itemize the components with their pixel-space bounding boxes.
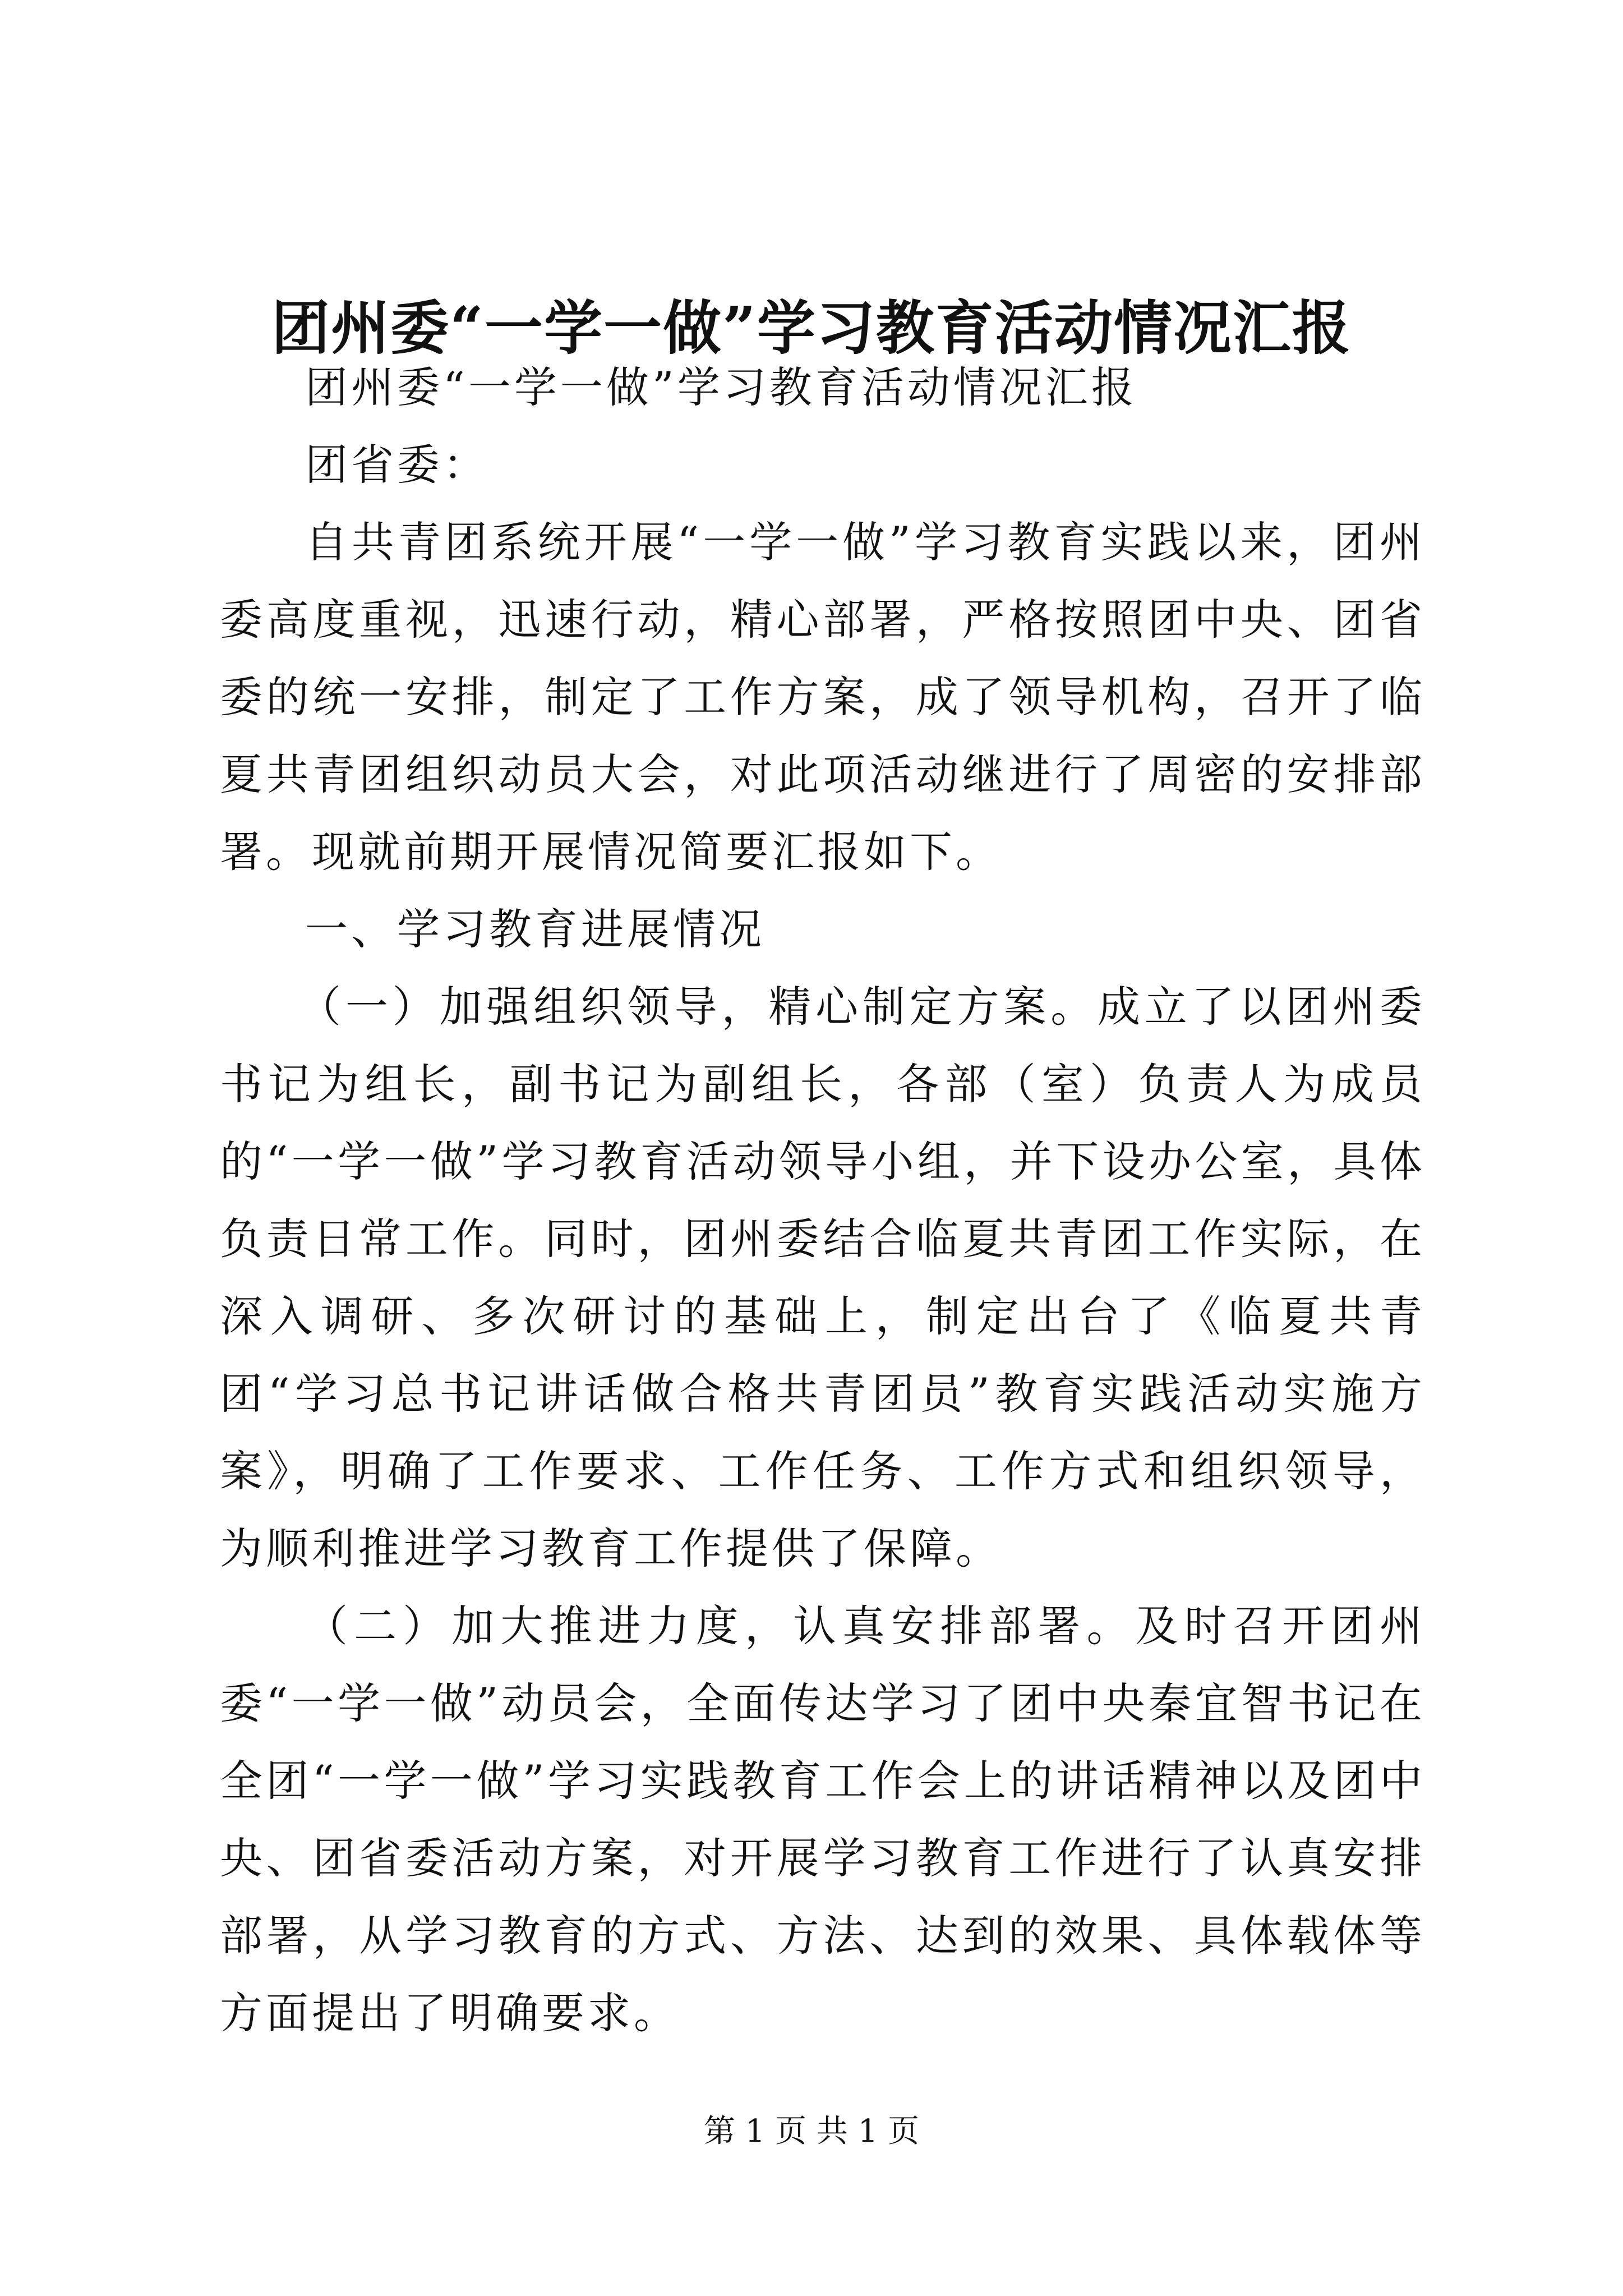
salutation: 团省委：: [305, 440, 489, 490]
intro-paragraph: 自共青团系统开展“一学一做”学习教育实践以来，团州委高度重视，迅速行动，精心部署，严格按照团中央、团省委的统一安排，制定了工作方案，成了领导机构，召开了临夏共青团组织动员大会，对此项活动继进行了周密的安排部署。现就前期开展情况简要汇报如下。: [220, 517, 1426, 877]
page-footer: 第 1 页 共 1 页: [703, 2113, 920, 2150]
subsection-paragraph-2: （二）加大推进力度，认真安排部署。及时召开团州委“一学一做”动员会，全面传达学习了团中央秦宜智书记在全团“一学一做”学习实践教育工作会上的讲话精神以及团中央、团省委活动方案，对开展学习教育工作进行了认真安排部署，从学习教育的方式、方法、达到的效果、具体载体等方面提出了明确要求。: [220, 1601, 1426, 2038]
subsection-paragraph-1: （一）加强组织领导，精心制定方案。成立了以团州委书记为组长，副书记为副组长，各部（室）负责人为成员的“一学一做”学习教育活动领导小组，并下设办公室，具体负责日常工作。同时，团州委结合临夏共青团工作实际，在深入调研、多次研讨的基础上，制定出台了《临夏共青团“学习总书记讲话做合格共青团员”教育实践活动实施方案》，明确了工作要求、工作任务、工作方式和组织领导，为顺利推进学习教育工作提供了保障。: [220, 982, 1426, 1573]
body-subtitle: 团州委“一学一做”学习教育活动情况汇报: [305, 362, 1137, 412]
document-body: [220, 349, 1426, 2052]
section-heading: 一、学习教育进展情况: [305, 904, 765, 954]
document-title: 团州委“一学一做”学习教育活动情况汇报: [271, 293, 1352, 362]
